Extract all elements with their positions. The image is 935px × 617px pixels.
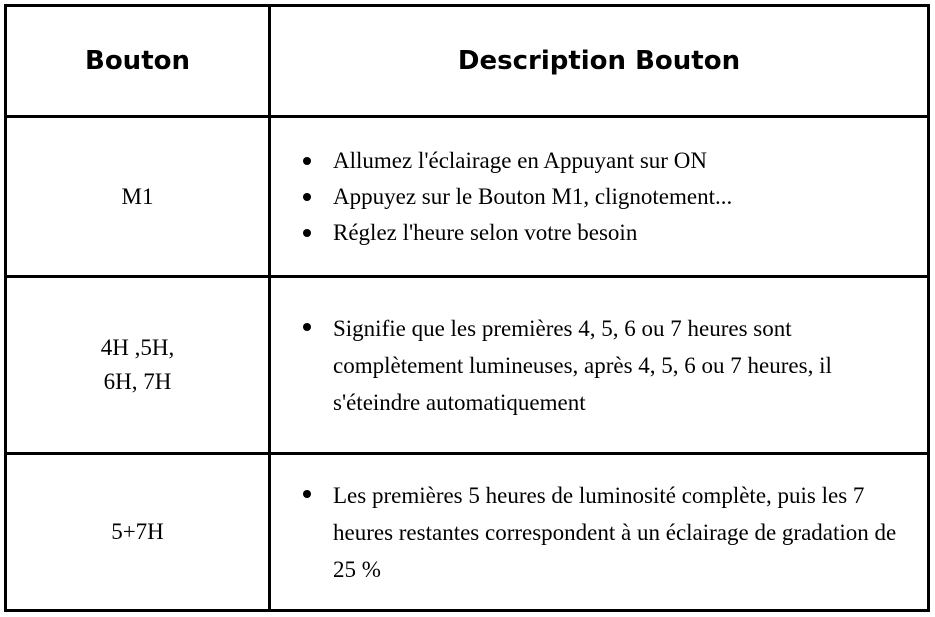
list-item: Réglez l'heure selon votre besoin xyxy=(271,215,927,251)
bouton-label: 4H ,5H, xyxy=(100,335,175,360)
table-row-description xyxy=(271,278,927,452)
description-list xyxy=(271,477,913,588)
bouton-label: 5+7H xyxy=(111,519,164,544)
header-description: Description Bouton xyxy=(457,46,741,76)
list-item: Signifie que les premières 4, 5, 6 ou 7 heures sont complètement lumineuses, après 4, 5, 6 ou 7 heures, il s'éteindre automatiquement xyxy=(271,310,913,421)
description-list xyxy=(271,310,913,421)
list-item: Allumez l'éclairage en Appuyant sur ON xyxy=(271,143,927,179)
list-item: Les premières 5 heures de luminosité complète, puis les 7 heures restantes correspondent à un éclairage de gradation de 25 % xyxy=(271,477,913,588)
header-bouton: Bouton xyxy=(85,46,190,76)
table-row-bouton xyxy=(7,455,268,609)
list-item: Appuyez sur le Bouton M1, clignotement... xyxy=(271,179,927,215)
bouton-label: M1 xyxy=(121,183,154,209)
bouton-label: 6H, 7H xyxy=(103,369,172,394)
table-row-bouton xyxy=(7,118,268,275)
button-description-table xyxy=(4,4,930,612)
table-row-bouton xyxy=(7,278,268,452)
table-row-description xyxy=(271,118,927,275)
description-list xyxy=(271,143,927,251)
table-row-description xyxy=(271,455,927,609)
